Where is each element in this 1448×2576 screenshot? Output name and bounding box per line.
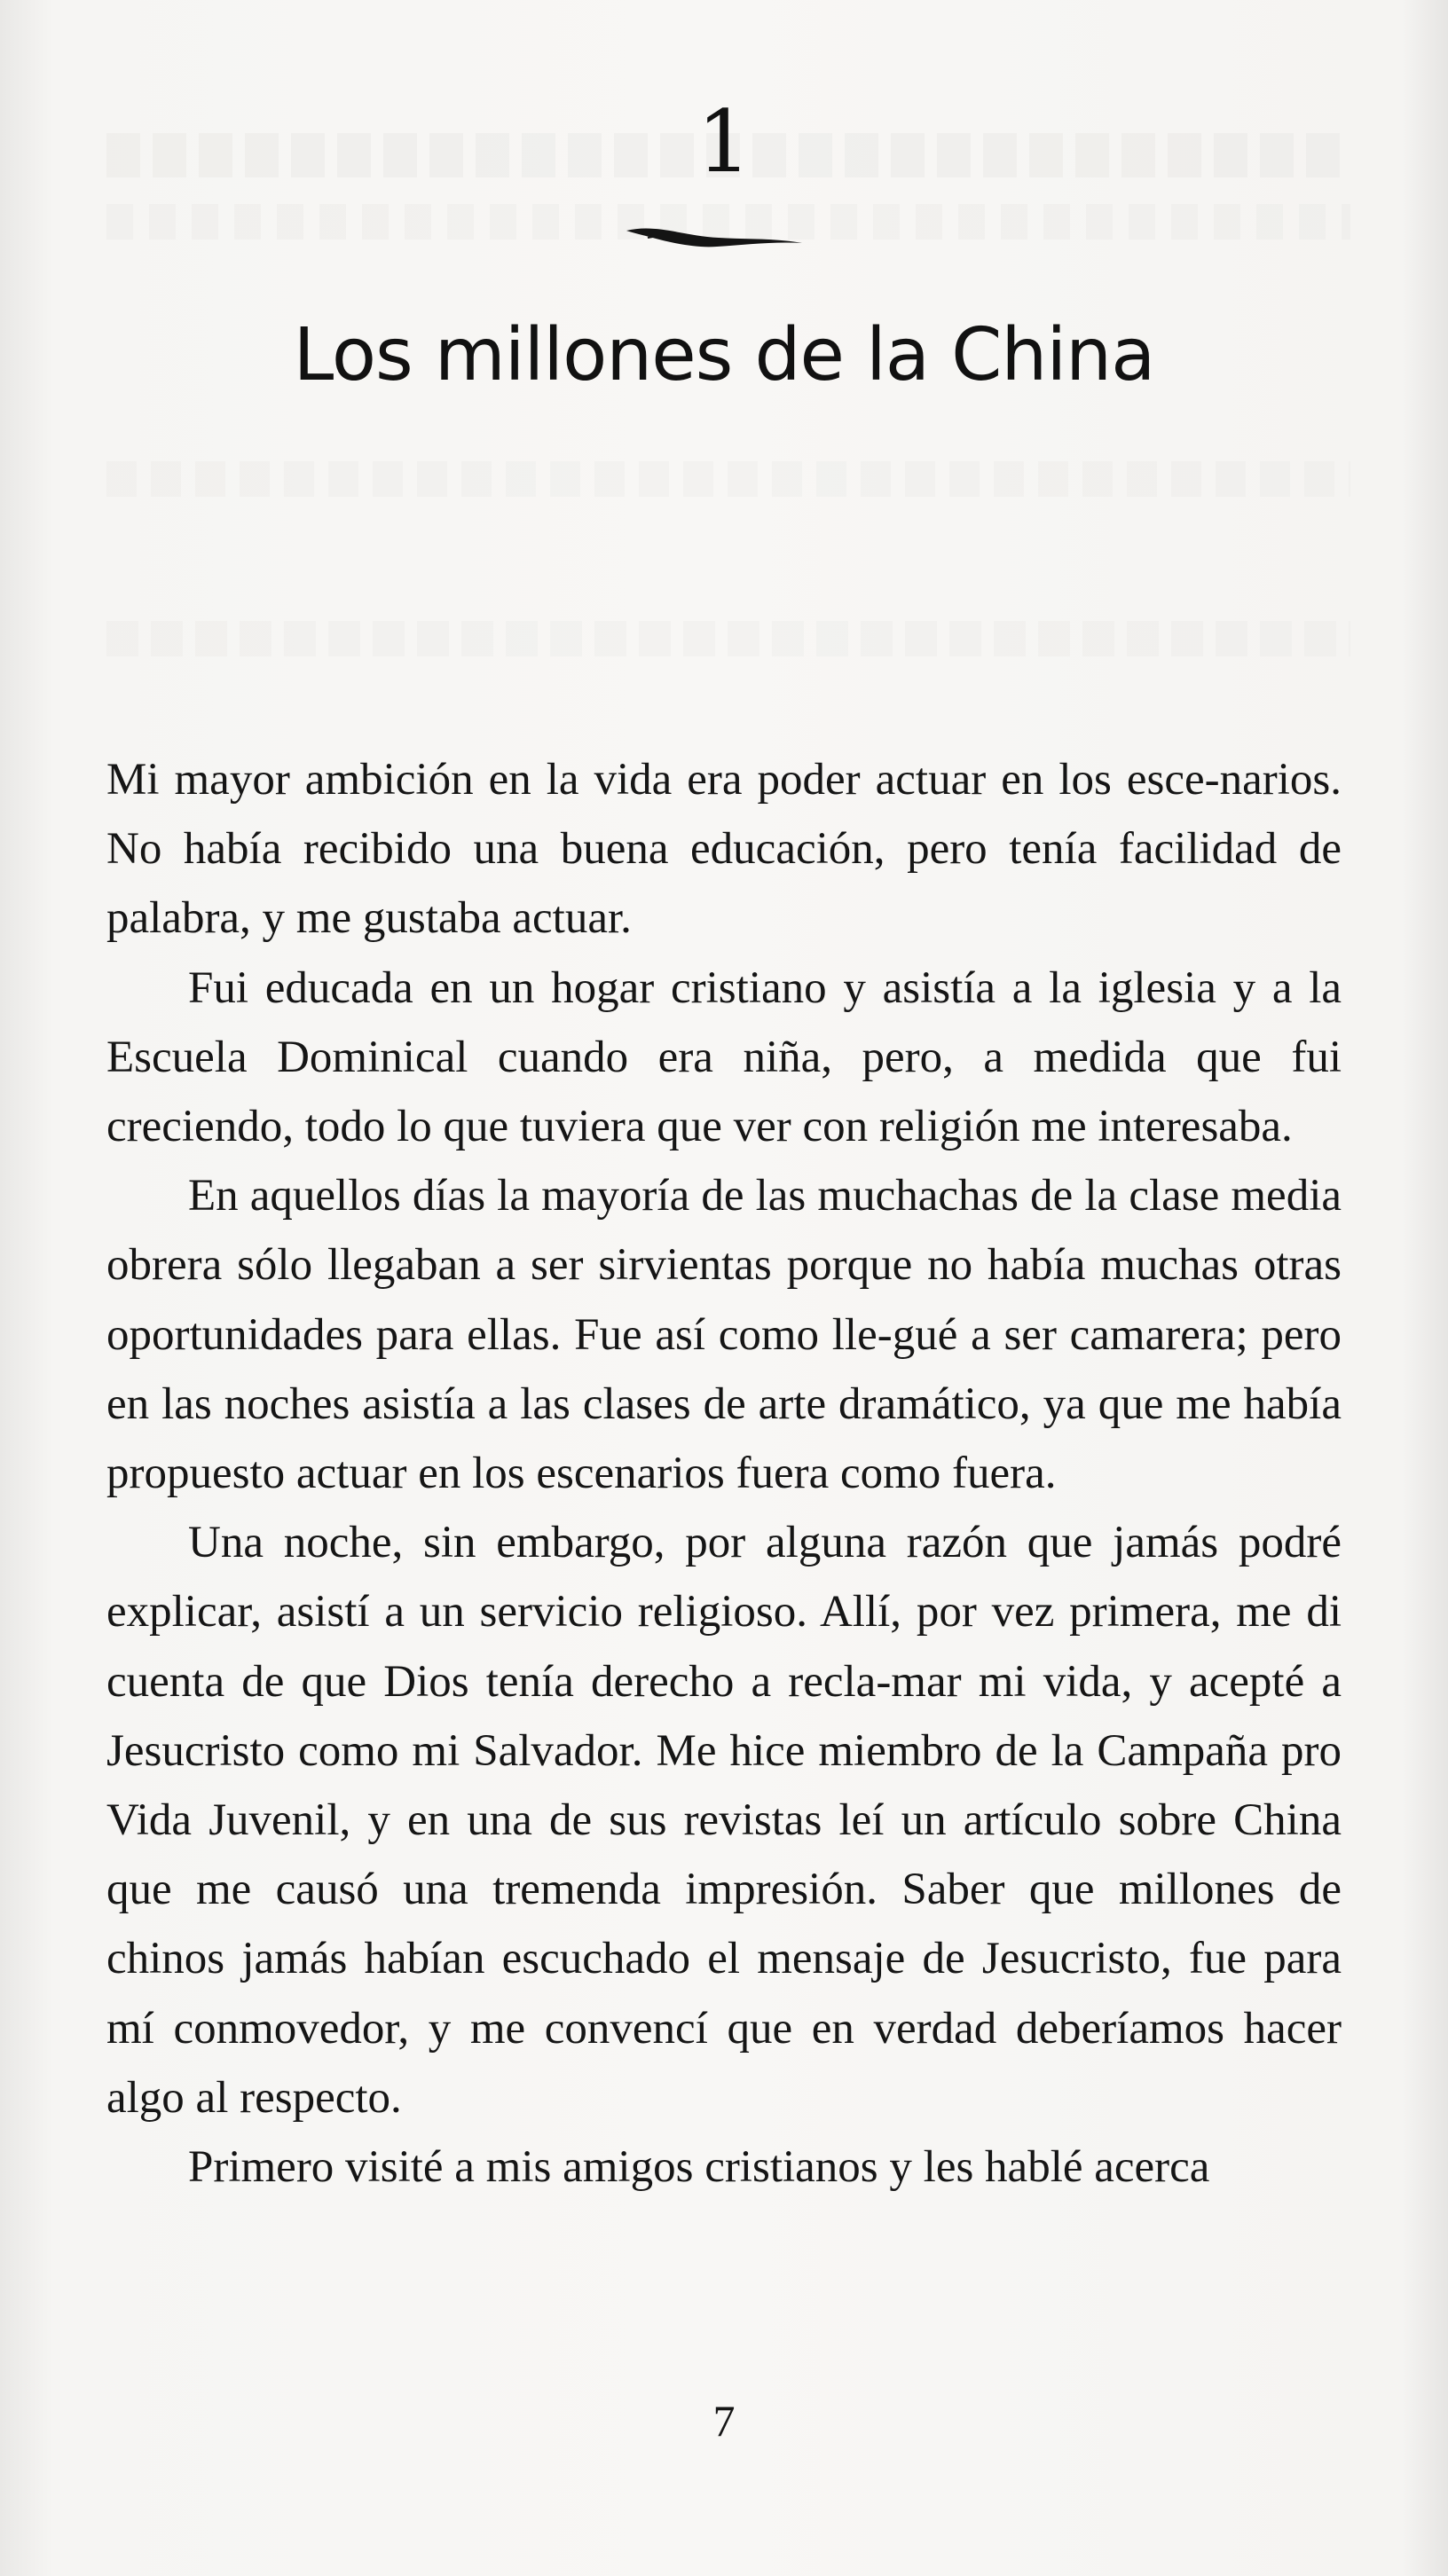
paragraph: Fui educada en un hogar cristiano y asistía a la iglesia y a la Escuela Dominical cuando era niña, pero, a medida que fui creciendo, todo lo que tuviera que ver con religión me interesaba. <box>106 962 1342 1152</box>
show-through-texture <box>106 461 1350 497</box>
paragraph: Primero visité a mis amigos cristianos y les hablé acerca <box>188 2142 1210 2193</box>
paragraph: En aquellos días la mayoría de las muchachas de la clase media obrera sólo llegaban a ser sirvientas porque no había muchas otras oportunidades para ellas. Fue así como lle-gué a ser camarera; pero en las noches asistía a las clases de arte dramático, ya que me había propuesto actuar en los escenarios fuera como fuera. <box>106 1171 1342 1499</box>
chapter-number: 1 <box>696 92 752 192</box>
show-through-texture <box>106 621 1350 656</box>
flourish-ornament-icon <box>621 220 807 252</box>
page-number: 7 <box>712 2396 736 2446</box>
paragraph: Una noche, sin embargo, por alguna razón que jamás podré explicar, asistí a un servicio religioso. Allí, por vez primera, me di cuenta de que Dios tenía derecho a recla-mar mi vida, y acepté a Jesucristo como mi Salvador. Me hice miembro de la Campaña pro Vida Juvenil, y en una de sus revistas leí un artículo sobre China que me causó una tremenda impresión. Saber que millones de chinos jamás habían escuchado el mensaje de Jesucristo, fue para mí conmovedor, y me convencí que en verdad deberíamos hacer algo al respecto. <box>106 1518 1342 2123</box>
chapter-title: Los millones de la China <box>293 313 1155 397</box>
paragraph: Mi mayor ambición en la vida era poder actuar en los esce-narios. No había recibido una buena educación, pero tenía facilidad de palabra, y me gustaba actuar. <box>106 755 1342 944</box>
body-text <box>106 745 1342 2202</box>
